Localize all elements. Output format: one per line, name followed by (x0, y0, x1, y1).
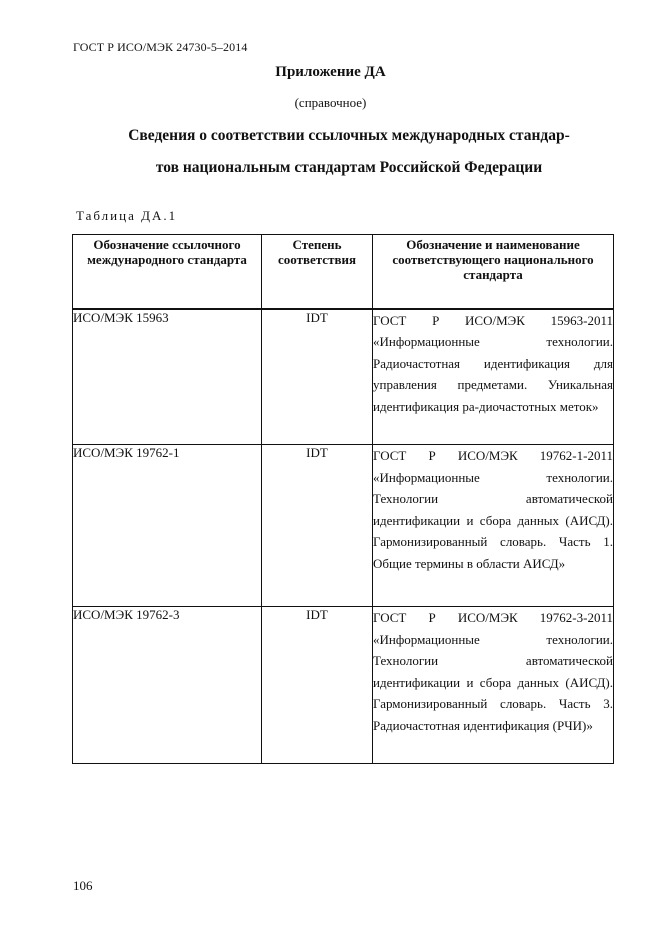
annex-heading-line: тов национальным стандартам Российской Федерации (155, 159, 543, 176)
table-row (73, 445, 614, 607)
annex-title: Приложение ДА (275, 64, 386, 80)
table-caption: Таблица ДА.1 (76, 208, 178, 223)
cell-reference: ИСО/МЭК 15963 (73, 309, 262, 445)
table-row (73, 607, 614, 764)
cell-reference: ИСО/МЭК 19762-1 (73, 445, 262, 607)
cell-degree: IDT (262, 607, 373, 764)
page-number: 106 (73, 878, 93, 893)
cell-national: ГОСТ Р ИСО/МЭК 15963-2011 «Информационные технологии. Радиочастотная идентификация для управления предметами. Уникальная идентификация ра-диочастотных меток» (373, 309, 614, 445)
header-reference: Обозначение ссылочного международного стандарта (73, 235, 262, 309)
annex-heading-line: Сведения о соответствии ссылочных международных стандар- (128, 127, 570, 144)
document-code: ГОСТ Р ИСО/МЭК 24730-5–2014 (73, 40, 248, 54)
cell-national: ГОСТ Р ИСО/МЭК 19762-1-2011 «Информационные технологии. Технологии автоматической идентификации и сбора данных (АИСД). Гармонизированный словарь. Часть 1. Общие термины в области АИСД» (373, 445, 614, 607)
table-header-row (73, 235, 614, 309)
table-row (73, 309, 614, 445)
annex-heading (76, 120, 622, 184)
cell-degree: IDT (262, 309, 373, 445)
header-national: Обозначение и наименование соответствующего национального стандарта (373, 235, 614, 309)
cell-reference: ИСО/МЭК 19762-3 (73, 607, 262, 764)
annex-status: (справочное) (294, 95, 367, 110)
correspondence-table (72, 234, 614, 764)
cell-degree: IDT (262, 445, 373, 607)
cell-national: ГОСТ Р ИСО/МЭК 19762-3-2011 «Информационные технологии. Технологии автоматической идентификации и сбора данных (АИСД). Гармонизированный словарь. Часть 3. Радиочастотная идентификация (РЧИ)» (373, 607, 614, 764)
header-degree: Степень соответствия (262, 235, 373, 309)
